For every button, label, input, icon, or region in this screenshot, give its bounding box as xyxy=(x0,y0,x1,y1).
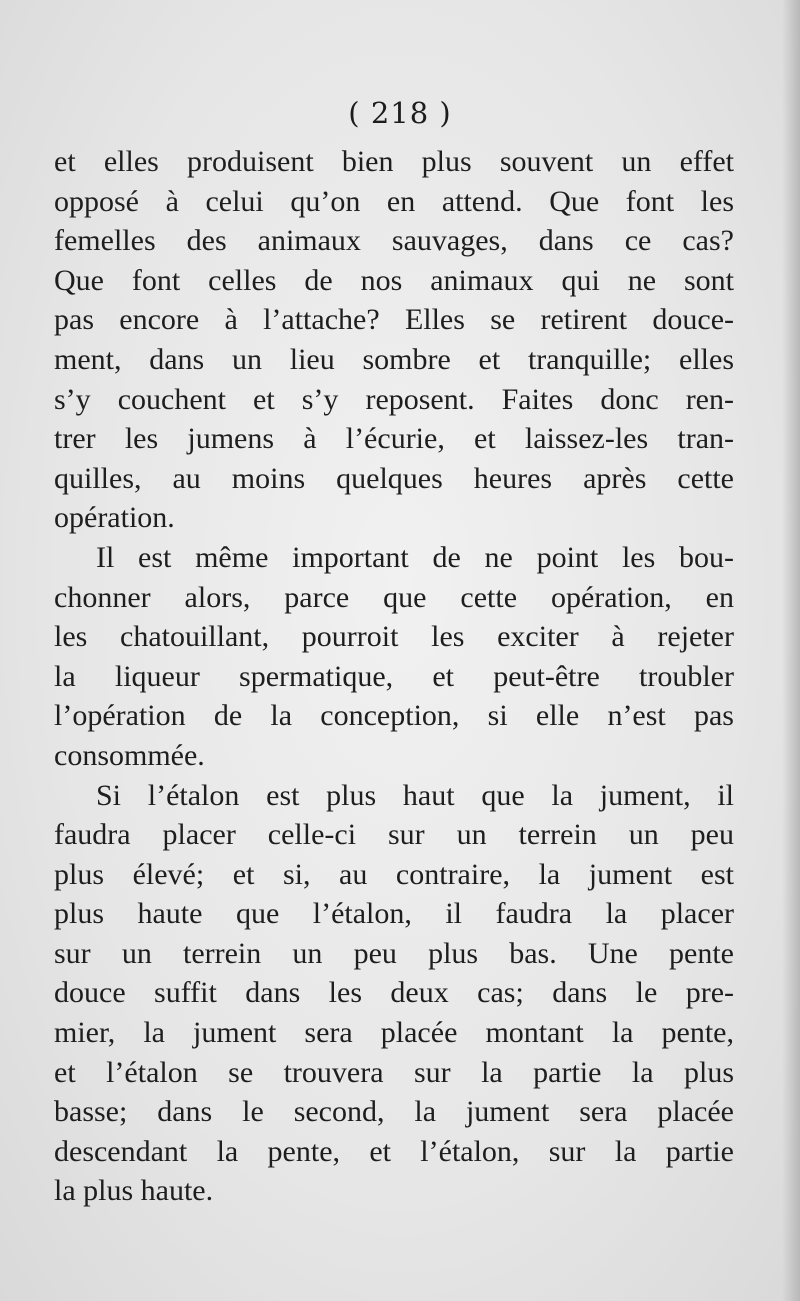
text-line: pas encore à l’attache? Elles se retirent douce- xyxy=(54,303,734,337)
text-line: consommée. xyxy=(54,738,205,772)
paragraph-2 xyxy=(54,538,734,776)
text-line: plus haute que l’étalon, il faudra la placer xyxy=(54,897,734,931)
text-line: l’opération de la conception, si elle n’est pas xyxy=(54,699,734,733)
text-line: la liqueur spermatique, et peut-être troubler xyxy=(54,659,734,693)
text-line: quilles, au moins quelques heures après cette xyxy=(54,461,734,495)
text-line: trer les jumens à l’écurie, et laissez-les tran- xyxy=(54,422,734,456)
text-line: faudra placer celle-ci sur un terrein un peu xyxy=(54,818,734,852)
text-line: la plus haute. xyxy=(54,1174,214,1208)
text-line: et elles produisent bien plus souvent un effet xyxy=(54,145,734,178)
text-line: s’y couchent et s’y reposent. Faites donc ren- xyxy=(54,382,734,416)
body-text xyxy=(54,142,734,1211)
text-line: ment, dans un lieu sombre et tranquille; elles xyxy=(54,342,734,376)
paragraph-3 xyxy=(54,776,734,1212)
text-line: douce suffit dans les deux cas; dans le pre- xyxy=(54,976,734,1010)
page-number: ( 218 ) xyxy=(348,96,452,130)
text-line: Que font celles de nos animaux qui ne sont xyxy=(54,263,734,297)
text-line: et l’étalon se trouvera sur la partie la plus xyxy=(54,1055,734,1089)
text-line: les chatouillant, pourroit les exciter à rejeter xyxy=(54,620,734,654)
text-line: opération. xyxy=(54,501,175,535)
text-line: descendant la pente, et l’étalon, sur la partie xyxy=(54,1134,734,1168)
text-line: Si l’étalon est plus haut que la jument, il xyxy=(96,778,734,812)
text-line: Il est même important de ne point les bou- xyxy=(96,540,734,574)
text-line: plus élevé; et si, au contraire, la jument est xyxy=(54,857,734,891)
text-line: opposé à celui qu’on en attend. Que font les xyxy=(54,184,734,218)
text-line: basse; dans le second, la jument sera placée xyxy=(54,1095,734,1129)
text-line: femelles des animaux sauvages, dans ce cas? xyxy=(54,224,734,258)
text-line: sur un terrein un peu plus bas. Une pente xyxy=(54,936,734,970)
text-line: mier, la jument sera placée montant la pente, xyxy=(54,1016,734,1050)
text-line: chonner alors, parce que cette opération, en xyxy=(54,580,734,614)
paragraph-1 xyxy=(54,142,734,538)
